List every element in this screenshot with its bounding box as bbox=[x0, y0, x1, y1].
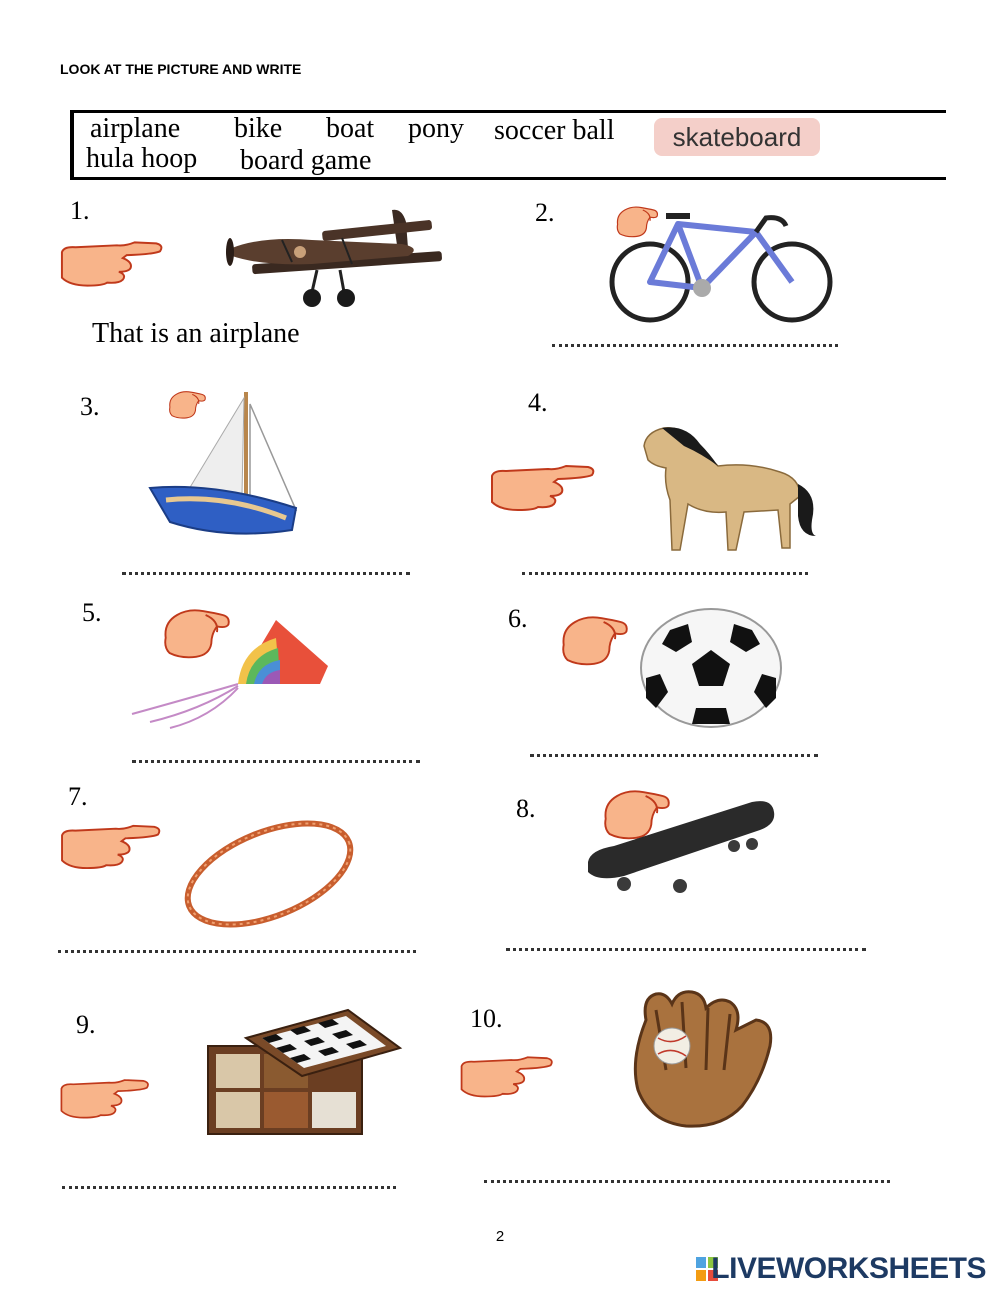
word-bank-highlighted-item: skateboard bbox=[654, 118, 820, 156]
soccer-ball-icon bbox=[640, 608, 782, 728]
item-number: 6. bbox=[508, 604, 528, 633]
near-hand-icon bbox=[558, 612, 634, 670]
brand-name[interactable]: LIVEWORKSHEETS bbox=[711, 1252, 986, 1285]
word-bank-item: boat bbox=[326, 113, 375, 144]
answer-line[interactable] bbox=[484, 1180, 890, 1183]
answer-line[interactable] bbox=[122, 572, 410, 575]
skateboard-icon bbox=[584, 796, 776, 896]
word-bank bbox=[70, 110, 946, 180]
instruction-heading: LOOK AT THE PICTURE AND WRITE bbox=[60, 61, 302, 77]
answer-line[interactable] bbox=[132, 760, 420, 763]
item-number: 5. bbox=[82, 598, 102, 627]
item-number: 9. bbox=[76, 1010, 96, 1039]
pointing-hand-icon bbox=[488, 462, 598, 512]
pointing-hand-icon bbox=[58, 238, 166, 288]
word-bank-item: soccer ball bbox=[494, 115, 615, 146]
page-number: 2 bbox=[495, 1228, 505, 1245]
answer-line[interactable] bbox=[506, 948, 866, 951]
item-number: 8. bbox=[516, 794, 536, 823]
word-bank-item: hula hoop bbox=[86, 143, 198, 174]
item-number: 10. bbox=[470, 1004, 503, 1033]
answer-line[interactable] bbox=[58, 950, 416, 953]
board-game-icon bbox=[204, 1004, 402, 1138]
item-number: 2. bbox=[535, 198, 555, 227]
bicycle-icon bbox=[606, 212, 836, 324]
item-number: 1. bbox=[70, 196, 90, 225]
pointing-hand-icon bbox=[58, 822, 164, 870]
word-bank-item: bike bbox=[234, 113, 283, 144]
hula-hoop-icon bbox=[178, 820, 360, 928]
airplane-icon bbox=[222, 200, 452, 312]
word-bank-item: airplane bbox=[90, 113, 181, 144]
pointing-hand-icon bbox=[58, 1074, 152, 1122]
word-bank-item: board game bbox=[240, 145, 372, 176]
item-number: 4. bbox=[528, 388, 548, 417]
item-number: 3. bbox=[80, 392, 100, 421]
word-bank-item: pony bbox=[408, 113, 464, 144]
sailboat-icon bbox=[146, 390, 310, 542]
answer-line[interactable] bbox=[530, 754, 818, 757]
item-number: 7. bbox=[68, 782, 88, 811]
pony-icon bbox=[640, 424, 820, 556]
example-answer: That is an airplane bbox=[92, 318, 300, 349]
pointing-hand-icon bbox=[458, 1052, 556, 1100]
baseball-glove-icon bbox=[626, 990, 776, 1130]
answer-line[interactable] bbox=[62, 1186, 396, 1189]
kite-icon bbox=[130, 618, 332, 730]
answer-line[interactable] bbox=[522, 572, 808, 575]
answer-line[interactable] bbox=[552, 344, 838, 347]
